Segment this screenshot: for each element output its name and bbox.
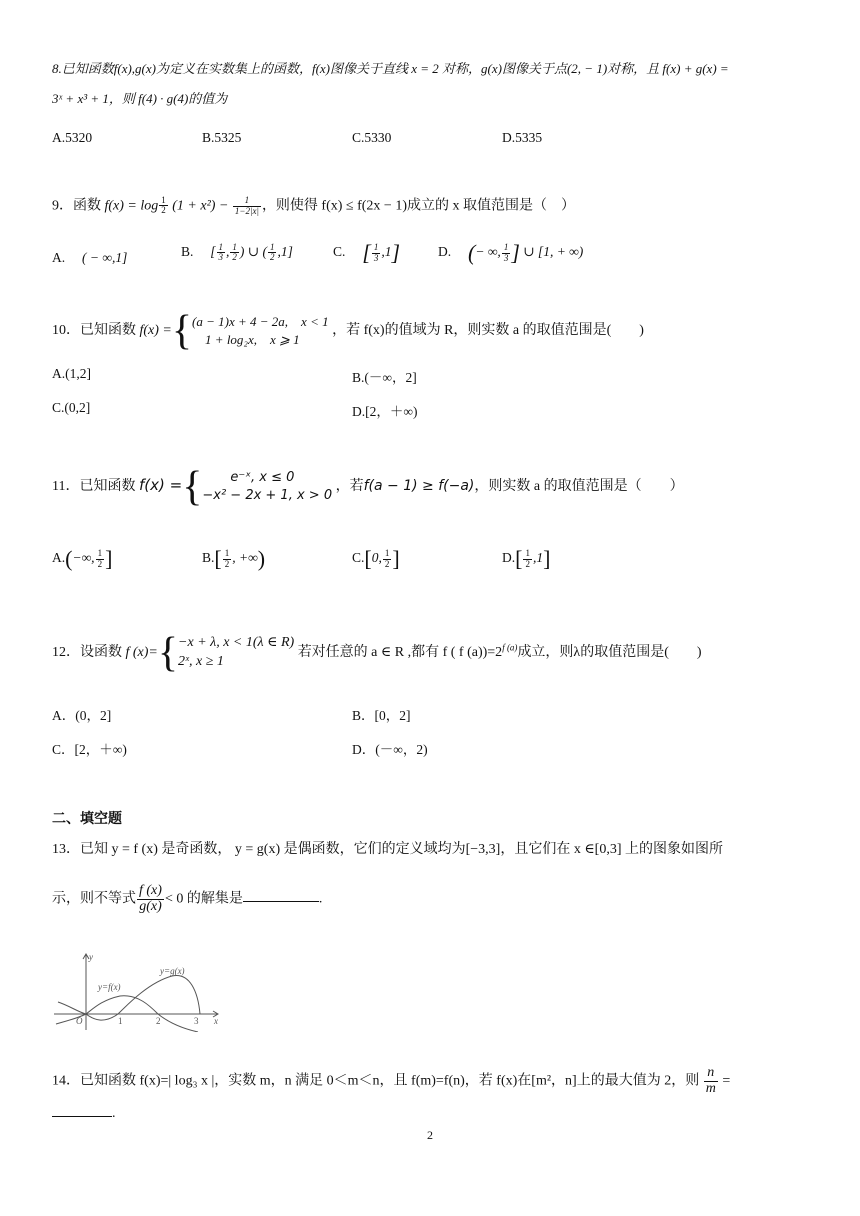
q11-option-a: A.(−∞, $\frac{1}{2}$ ] — [52, 546, 113, 571]
question-13-line2: 示，则不等式 $\frac{f (x)}{g(x)}$ < 0 的解集是 . — [52, 883, 323, 914]
q12-exponent: f (a) — [502, 642, 518, 653]
q11-tail: ，则实数 a 的取值范围是（ ） — [474, 479, 684, 495]
q10-option-c: C.(0,2] — [52, 400, 91, 415]
x-axis-label: x — [214, 1016, 218, 1026]
q12-brace: { — [157, 630, 179, 676]
q10-option-b: B.(－∞，2] — [352, 370, 417, 385]
section-title: 二、填空题 — [52, 811, 122, 827]
q14-answer-blank[interactable] — [52, 1116, 112, 1117]
question-13-line1: 13．已知 y = f (x) 是奇函数， y = g(x) 是偶函数，它们的定义域均为[−3,3]，且它们在 x ∈[0,3] 上的图象如图所 — [52, 842, 724, 857]
origin-label: O — [76, 1016, 83, 1026]
q11-number: 11．已知函数 — [52, 479, 136, 495]
question-9 — [52, 196, 810, 216]
q9-option-d: D. (− ∞, $\frac{1}{3}$ ] ∪ [1, + ∞) — [438, 240, 584, 265]
q9-option-a: A. ( − ∞,1] — [52, 250, 128, 265]
q11-condition: f(a − 1) ≥ f(−a) — [363, 478, 475, 495]
q9-func-lhs: f(x) = log — [104, 198, 159, 214]
question-12 — [52, 632, 810, 674]
q9-option-c: C. [ $\frac{1}{3}$ ,1] — [333, 240, 401, 265]
tick-3: 3 — [194, 1016, 199, 1026]
question-8 — [52, 60, 810, 108]
q12-option-b: B．[0，2] — [352, 708, 411, 723]
f-curve — [58, 975, 200, 1020]
q12-number: 12．设函数 — [52, 645, 122, 661]
q12-tail2: 成立，则λ的取值范围是( ) — [517, 645, 702, 661]
q14-equals: = — [722, 1073, 731, 1089]
q9-number: 9．函数 — [52, 198, 101, 214]
q11-option-b: B.[ $\frac{1}{2}$ , +∞) — [202, 546, 266, 571]
g-curve-label: y=g(x) — [160, 966, 185, 976]
q10-option-a: A.(1,2] — [52, 366, 91, 381]
q11-tail-pre: ，若 — [335, 479, 364, 495]
question-8-line1: 8.已知函数f(x),g(x)为定义在实数集上的函数，f(x)图像关于直线 x = 2 对称，g(x)图像关于点(2, − 1)对称，且 f(x) + g(x) = — [52, 61, 729, 76]
f-curve-label: y=f(x) — [98, 982, 121, 992]
q12-option-d: D．(－∞，2) — [352, 742, 428, 757]
q11-option-c: C.[0, $\frac{1}{2}$ ] — [352, 546, 400, 571]
q10-number: 10．已知函数 — [52, 323, 136, 339]
q8-option-c: C.5330 — [352, 130, 392, 145]
question-10 — [52, 310, 810, 352]
q10-pieces: (a − 1)x + 4 − 2a, x < 1 1 + log₂x, x ⩾ 1 — [192, 314, 329, 347]
tick-2: 2 — [156, 1016, 161, 1026]
q14-fraction: $\frac{n}{m}$ — [705, 1065, 716, 1096]
q12-tail: 若对任意的 a ∈ R ,都有 f ( f (a))=2 — [297, 645, 503, 661]
question-14 — [52, 1066, 810, 1096]
q12-option-c: C．[2，＋∞) — [52, 742, 127, 757]
page-number: 2 — [427, 1128, 433, 1142]
q11-lhs: f(x) = — [138, 476, 183, 495]
q12-pieces: −x + λ, x < 1(λ ∈ R) 2ˣ, x ≥ 1 — [178, 635, 295, 669]
q9-fraction: $\frac{1}{1-2|x|}$ — [234, 195, 259, 216]
y-axis-label: y — [89, 952, 93, 962]
q8-option-a: A.5320 — [52, 130, 93, 145]
q12-option-a: A．(0，2] — [52, 708, 112, 723]
q11-option-d: D.[ $\frac{1}{2}$ ,1] — [502, 546, 551, 571]
q13-answer-blank[interactable] — [243, 901, 319, 902]
question-11 — [52, 466, 810, 508]
q8-option-b: B.5325 — [202, 130, 242, 145]
q12-lhs: f (x)= — [125, 645, 158, 661]
tick-1: 1 — [118, 1016, 123, 1026]
q11-pieces: e⁻ˣ, x ≤ 0 −x² − 2x + 1, x > 0 — [202, 470, 333, 503]
q9-tail: ，则使得 f(x) ≤ f(2x − 1)成立的 x 取值范围是（ ） — [261, 198, 575, 214]
q10-brace: { — [171, 308, 193, 354]
q8-option-d: D.5335 — [502, 130, 543, 145]
question-8-line2: 3ˣ + x³ + 1，则 f(4) · g(4)的值为 — [52, 91, 228, 107]
q10-option-d: D.[2，＋∞) — [352, 404, 418, 419]
q9-option-b: B. [ $\frac{1}{3}$ , $\frac{1}{2}$ ) ∪ ( $\frac{1}{2}$ ,1] — [181, 241, 293, 263]
q13-graph — [50, 950, 225, 1032]
question-14-line2: . — [52, 1104, 810, 1124]
q14-line1: 14．已知函数 f(x)=| log₃ x |，实数 m，n 满足 0＜m＜n，且 f(m)=f(n)，若 f(x)在[m²，n]上的最大值为 2，则 — [52, 1073, 700, 1089]
q11-brace: { — [182, 464, 203, 510]
q10-lhs: f(x) = — [139, 323, 172, 339]
q9-log-base: $\frac{1}{2}$ — [161, 195, 166, 216]
q9-func-mid: (1 + x²) − — [172, 198, 229, 214]
q10-tail: ，若 f(x)的值域为 R，则实数 a 的取值范围是( ) — [332, 323, 644, 339]
